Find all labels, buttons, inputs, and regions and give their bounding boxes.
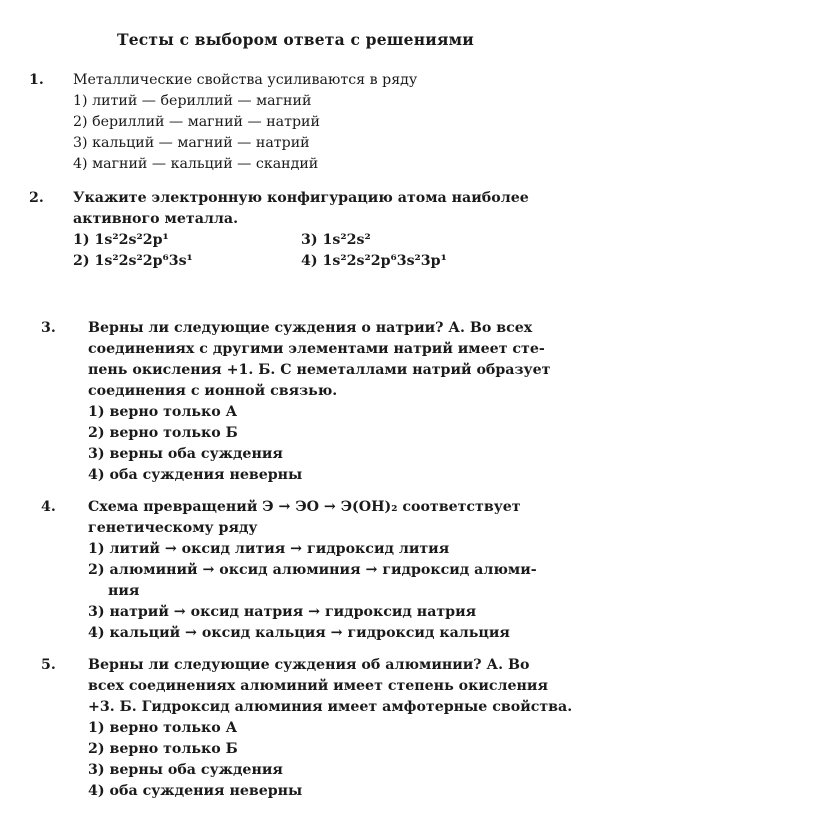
answer-option: 3) кальций — магний — натрий — [73, 135, 310, 151]
answer-option: 1) верно только А — [88, 720, 238, 736]
answer-option: 1) верно только А — [88, 404, 238, 420]
answer-option: 2) 1s²2s²2p⁶3s¹ — [73, 253, 193, 269]
question-text: Схема превращений Э → ЭО → Э(ОН)₂ соответствует — [88, 499, 521, 515]
question-number: 2. — [29, 190, 44, 206]
answer-option: 1) литий → оксид лития → гидроксид лития — [88, 541, 450, 557]
question-text: активного металла. — [73, 211, 239, 227]
question-body — [73, 188, 593, 272]
question-body — [88, 655, 573, 802]
question-text: +3. Б. Гидроксид алюминия имеет амфотерные свойства. — [88, 699, 573, 715]
question-text: всех соединениях алюминий имеет степень окисления — [88, 678, 548, 694]
answer-option: 4) оба суждения неверны — [88, 467, 303, 483]
question-text: соединения с ионной связью. — [88, 383, 338, 399]
question-number: 5. — [41, 657, 56, 673]
answer-option: 2) алюминий → оксид алюминия → гидроксид алюми- — [88, 562, 537, 578]
question-text: соединениях с другими элементами натрий имеет сте- — [88, 341, 545, 357]
answer-option: ния — [108, 583, 140, 599]
answer-option: 2) бериллий — магний — натрий — [73, 114, 320, 130]
answer-option: 4) оба суждения неверны — [88, 783, 303, 799]
answer-option: 1) литий — бериллий — магний — [73, 93, 312, 109]
answer-option: 3) 1s²2s² — [301, 232, 371, 248]
answer-option: 2) верно только Б — [88, 425, 238, 441]
question-number: 4. — [41, 499, 56, 515]
question-number: 1. — [29, 72, 44, 88]
question-text: Укажите электронную конфигурацию атома наиболее — [73, 190, 529, 206]
answer-option: 2) верно только Б — [88, 741, 238, 757]
answer-option: 4) магний — кальций — скандий — [73, 156, 319, 172]
question-text: Верны ли следующие суждения о натрии? А. Во всех — [88, 320, 533, 336]
question-body — [88, 318, 558, 486]
answer-option: 4) 1s²2s²2p⁶3s²3p¹ — [301, 253, 447, 269]
answer-option: 3) верны оба суждения — [88, 446, 283, 462]
question-number: 3. — [41, 320, 56, 336]
answer-option: 4) кальций → оксид кальция → гидроксид кальция — [88, 625, 510, 641]
answer-option: 3) верны оба суждения — [88, 762, 283, 778]
options-grid — [73, 230, 593, 272]
answer-option: 3) натрий → оксид натрия → гидроксид натрия — [88, 604, 477, 620]
question-body — [88, 497, 558, 644]
page-title: Тесты с выбором ответа с решениями — [117, 30, 474, 49]
question-text: генетическому ряду — [88, 520, 258, 536]
question-text: Металлические свойства усиливаются в ряду — [73, 72, 418, 88]
question-text: пень окисления +1. Б. С неметаллами натрий образует — [88, 362, 551, 378]
answer-option: 1) 1s²2s²2p¹ — [73, 232, 169, 248]
question-body — [73, 70, 593, 175]
question-text: Верны ли следующие суждения об алюминии? А. Во — [88, 657, 530, 673]
